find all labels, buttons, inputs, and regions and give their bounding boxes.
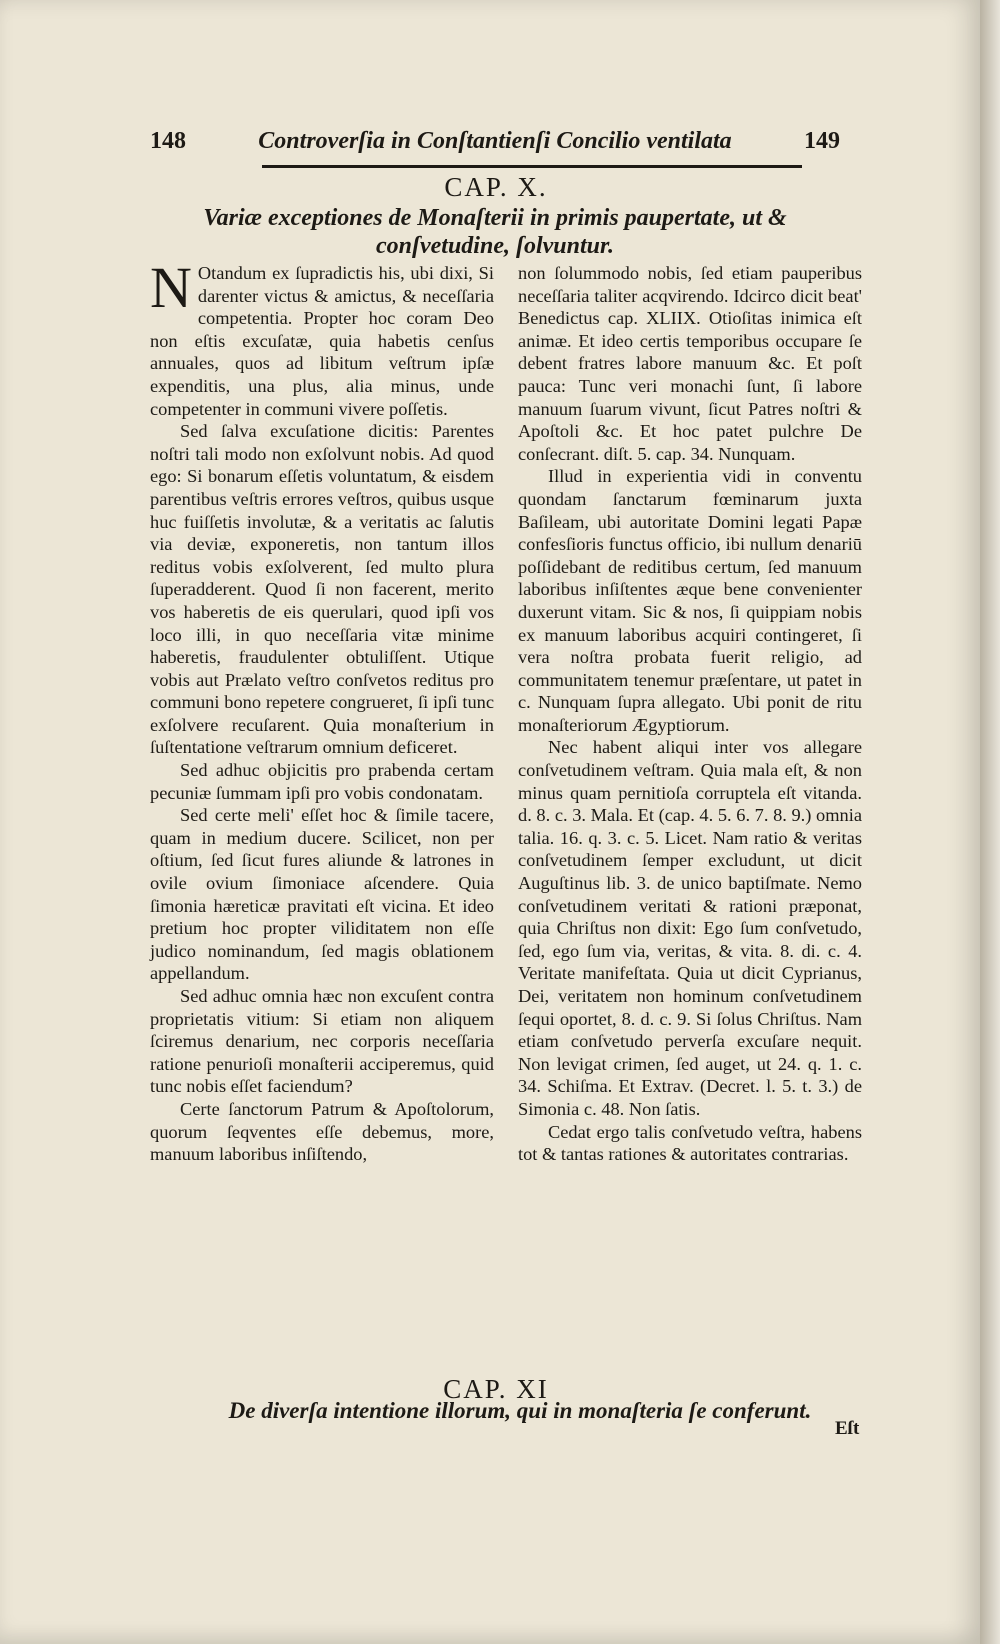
page-number-left: 148 [150, 128, 186, 154]
chapter-xi-subtitle: De diverſa intentione illorum, qui in monaſteria ſe conferunt. [228, 1398, 812, 1423]
running-header [150, 128, 840, 155]
header-rule [262, 165, 802, 168]
left-paragraph-4: Sed certe meli' eſſet hoc & ſimile tacere, quam in medium ducere. Scilicet, non per oſtium, ſed ſicut fures aliunde & latrones in ovile ovium ſimoniace aſcendere. Quia ſimonia hæreticæ pravitati eſt vicina. Et ideo pretium hoc propter viliditatem non eſſe judico nominandum, ſed magis oblationem appellandum. [150, 805, 494, 984]
left-paragraph-1 [150, 255, 494, 420]
chapter-xi-heading: CAP. XI [443, 1374, 549, 1404]
page-edge [980, 0, 1000, 1644]
page-number-right: 149 [803, 128, 840, 154]
left-paragraph-2: Sed ſalva excuſatione dicitis: Parentes noſtri tali modo non exſolvunt nobis. Ad quod ego: Si bonarum eſſetis voluntatum, & eisdem parentibus veſtris errores veſtros, quibus usque huc fuiſſetis involutæ, & a veritatis ac ſalutis via deviæ, exponeretis, non tantum illos reditus vobis exſolverent, ſed multo plura ſuperadderent. Quod ſi non facerent, merito vos haberetis de eis querulari, quod ipſi vos loco illi, in quo neceſſaria vitæ minime haberetis, fraudulenter obtuliſſent. Utique vobis aut Prælato veſtro conſvetos reditus pro communi bono repetere congrueret, ſi ipſi tunc exſolvere recuſarent. Quia monaſterium in ſuſtentatione veſtrarum omnium deficeret. [150, 421, 494, 758]
chapter-x-subtitle: Variæ exceptiones de Monaſterii in primis paupertate, ut & conſvetudine, ſolvuntur. [203, 205, 787, 259]
catchword: Eſt [835, 1418, 860, 1439]
right-column [518, 262, 862, 1166]
right-paragraph-4: Cedat ergo talis conſvetudo veſtra, habens tot & tantas rationes & autoritates contrarias. [518, 1121, 862, 1165]
right-paragraph-2: Illud in experientia vidi in conventu quondam ſanctarum fœminarum juxta Baſileam, ubi autoritate Domini legati Papæ confesſioris functus officio, ibi nullum denariū poſſidebant de reditibus certum, ſed manuum laboribus inſiſtentes æque bene convenienter duxerunt vitam. Sic & nos, ſi quippiam nobis ex manuum laboribus acquiri contingeret, ſi vera noſtra probata fuerit religio, ad communitatem tenemur præſentare, ut patet in c. Nunquam ſupra allegato. Ubi ponit de ritu monaſteriorum Ægyptiorum. [518, 466, 862, 735]
left-paragraph-5: Sed adhuc omnia hæc non excuſent contra proprietatis vitium: Si etiam non aliquem ſciremus denarium, nec corporis neceſſaria ratione penurioſi monaſterii acciperemus, quid tunc nobis eſſet faciendum? [150, 986, 494, 1097]
left-paragraph-3: Sed adhuc objicitis pro prabenda certam pecuniæ ſummam ipſi pro vobis condonatam. [150, 760, 494, 803]
chapter-x-heading: CAP. X. [444, 172, 548, 202]
running-title: Controverſia in Conſtantienſi Concilio ventilata [258, 128, 732, 154]
left-paragraph-1-text: Otandum ex ſupradictis his, ubi dixi, Si darenter victus & amictus, & neceſſaria competentia. Propter hoc coram Deo non eſtis excuſatæ, quia habetis cenſus annuales, quos ad libitum veſtrum ipſæ expenditis, una plus, alia minus, unde competenter in communi vivere poſſetis. [150, 263, 494, 419]
left-column [150, 255, 494, 1166]
right-paragraph-1: non ſolummodo nobis, ſed etiam pauperibus neceſſaria taliter acqvirendo. Idcirco dicit beat' Benedictus cap. XLIIX. Otioſitas inimica eſt animæ. Et ideo certis temporibus occupare ſe debent fratres labore manuum &c. Et poſt pauca: Tunc veri monachi ſunt, ſi labore manuum ſuarum vivunt, ſicut Patres noſtri & Apoſtoli &c. Et hoc patet pulchre De conſecrant. diſt. 5. cap. 34. Nunquam. [518, 263, 862, 464]
left-paragraph-6: Certe ſanctorum Patrum & Apoſtolorum, quorum ſeqventes eſſe debemus, more, manuum laboribus inſiſtendo, [150, 1098, 494, 1165]
drop-capital: N [150, 255, 192, 320]
right-paragraph-3: Nec habent aliqui inter vos allegare conſvetudinem veſtram. Quia mala eſt, & non minus quam pernitioſa corruptela eſt vitanda. d. 8. c. 3. Mala. Et (cap. 4. 5. 6. 7. 8. 9.) omnia talia. 16. q. 3. c. 5. Licet. Nam ratio & veritas conſvetudinem ſemper excludunt, ut dicit Auguſtinus lib. 3. de unico baptiſmate. Nemo conſvetudinem veritati & rationi præponat, quia Chriſtus non dixit: Ego ſum conſvetudo, ſed, ego ſum via, veritas, & vita. 8. di. c. 4. Veritate manifeſtata. Quia ut dicit Cyprianus, Dei, veritatem non hominum conſvetudinem ſequi oportet, 8. d. c. 9. Si ſolus Chriſtus. Nam etiam conſvetudo perverſa excuſare nequit. Non levigat crimen, ſed auget, ut 24. q. 1. c. 34. Schiſma. Et Extrav. (Decret. l. 5. t. 3.) de Simonia c. 48. Non ſatis. [518, 737, 862, 1119]
